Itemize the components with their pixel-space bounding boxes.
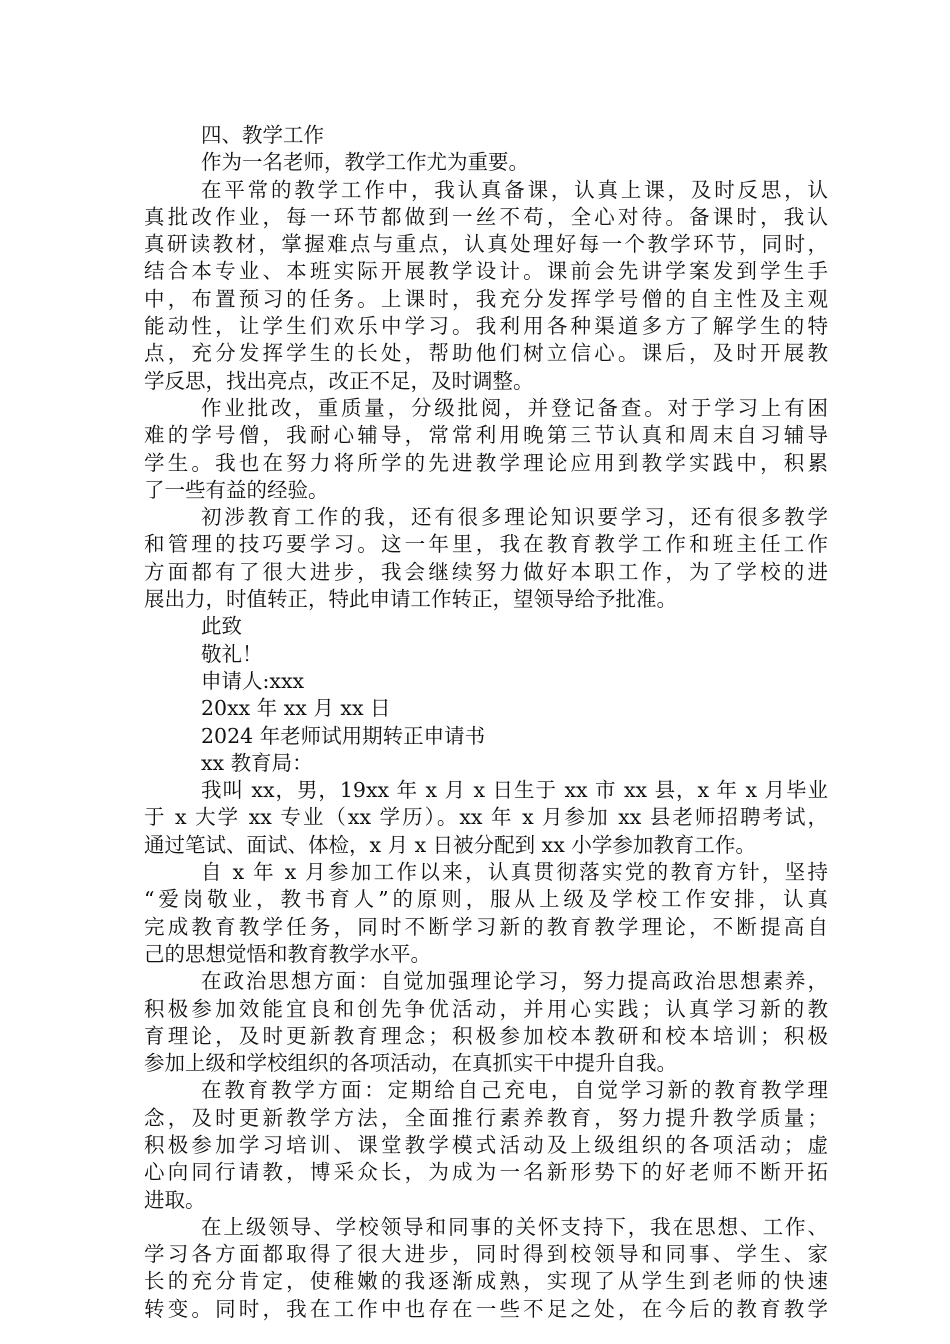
text-line: 通过笔试、面试、体检，x 月 x 日被分配到 xx 小学参加教育工作。 [144,832,756,857]
text-line: 点，充分发挥学生的长处，帮助他们树立信心。课后，及时开展教 [144,341,828,366]
text-line: 了一些有益的经验。 [144,477,329,502]
text-line: 此致 [201,614,242,639]
text-line: 20xx 年 xx 月 xx 日 [201,696,391,721]
text-line: 作为一名老师，教学工作尤为重要。 [201,150,529,175]
text-line: 难的学号僧，我耐心辅导，常常利用晚第三节认真和周末自习辅导 [144,423,828,448]
text-line: 展出力，时值转正，特此申请工作转正，望领导给予批准。 [144,587,677,612]
text-line: 初涉教育工作的我，还有很多理论知识要学习，还有很多教学 [201,505,828,530]
text-line: 四、教学工作 [201,123,324,147]
text-line: 我叫 xx，男，19xx 年 x 月 x 日生于 xx 市 xx 县，x 年 x 月毕业 [201,778,828,803]
document-body [144,122,828,1323]
text-line: xx 教育局： [201,750,313,775]
text-line: 积极参加效能宜良和创先争优活动，并用心实践；认真学习新的教 [144,996,828,1021]
text-line: 心向同行请教，博采众长，为成为一名新形势下的好老师不断开拓 [144,1160,828,1185]
text-line: 真批改作业，每一环节都做到一丝不苟，全心对待。备课时，我认 [144,204,828,229]
text-line: 自 x 年 x 月参加工作以来，认真贯彻落实党的教育方针，坚持 [201,860,828,885]
text-line: 在平常的教学工作中，我认真备课，认真上课，及时反思，认 [201,177,828,202]
text-line: 申请人:xxx [201,668,305,693]
text-line: 完成教育教学任务，同时不断学习新的教育教学理论，不断提高自 [144,914,828,939]
text-line: 于 x 大学 xx 专业（xx 学历）。xx 年 x 月参加 xx 县老师招聘考试， [144,805,828,830]
text-line: 转变。同时，我在工作中也存在一些不足之处，在今后的教育教学 [144,1296,828,1321]
text-line: 在教育教学方面：定期给自己充电，自觉学习新的教育教学理 [201,1078,828,1103]
text-line: 2024 年老师试用期转正申请书 [201,723,486,748]
text-line: 进取。 [144,1187,206,1212]
text-line: 作业批改，重质量，分级批阅，并登记备查。对于学习上有困 [201,395,828,420]
text-line: 己的思想觉悟和教育教学水平。 [144,941,431,966]
text-line: 在政治思想方面：自觉加强理论学习，努力提高政治思想素养， [201,969,828,994]
text-line: 参加上级和学校组织的各项活动，在真抓实干中提升自我。 [144,1051,677,1076]
text-line: 真研读教材，掌握难点与重点，认真处理好每一个教学环节，同时， [144,232,828,257]
text-line: 育理论，及时更新教育理念；积极参加校本教研和校本培训；积极 [144,1023,828,1048]
text-line: 在上级领导、学校领导和同事的关怀支持下，我在思想、工作、 [201,1214,828,1239]
text-line: 念，及时更新教学方法，全面推行素养教育，努力提升教学质量； [144,1105,828,1130]
text-line: 长的充分肯定，使稚嫩的我逐渐成熟，实现了从学生到老师的快速 [144,1269,828,1294]
text-line: 中，布置预习的任务。上课时，我充分发挥学号僧的自主性及主观 [144,286,828,311]
text-line: 和管理的技巧要学习。这一年里，我在教育教学工作和班主任工作 [144,532,828,557]
text-line: “爱岗敬业，教书育人”的原则，服从上级及学校工作安排，认真 [144,887,828,912]
text-line: 结合本专业、本班实际开展教学设计。课前会先讲学案发到学生手 [144,259,828,284]
text-line: 学反思，找出亮点，改正不足，及时调整。 [144,368,534,393]
text-line: 能动性，让学生们欢乐中学习。我利用各种渠道多方了解学生的特 [144,314,828,339]
text-line: 学习各方面都取得了很大进步，同时得到校领导和同事、学生、家 [144,1242,828,1267]
text-line: 敬礼！ [201,641,263,666]
text-line: 学生。我也在努力将所学的先进教学理论应用到教学实践中，积累 [144,450,828,475]
text-line: 方面都有了很大进步，我会继续努力做好本职工作，为了学校的进 [144,559,828,584]
text-line: 积极参加学习培训、课堂教学模式活动及上级组织的各项活动；虚 [144,1132,828,1157]
